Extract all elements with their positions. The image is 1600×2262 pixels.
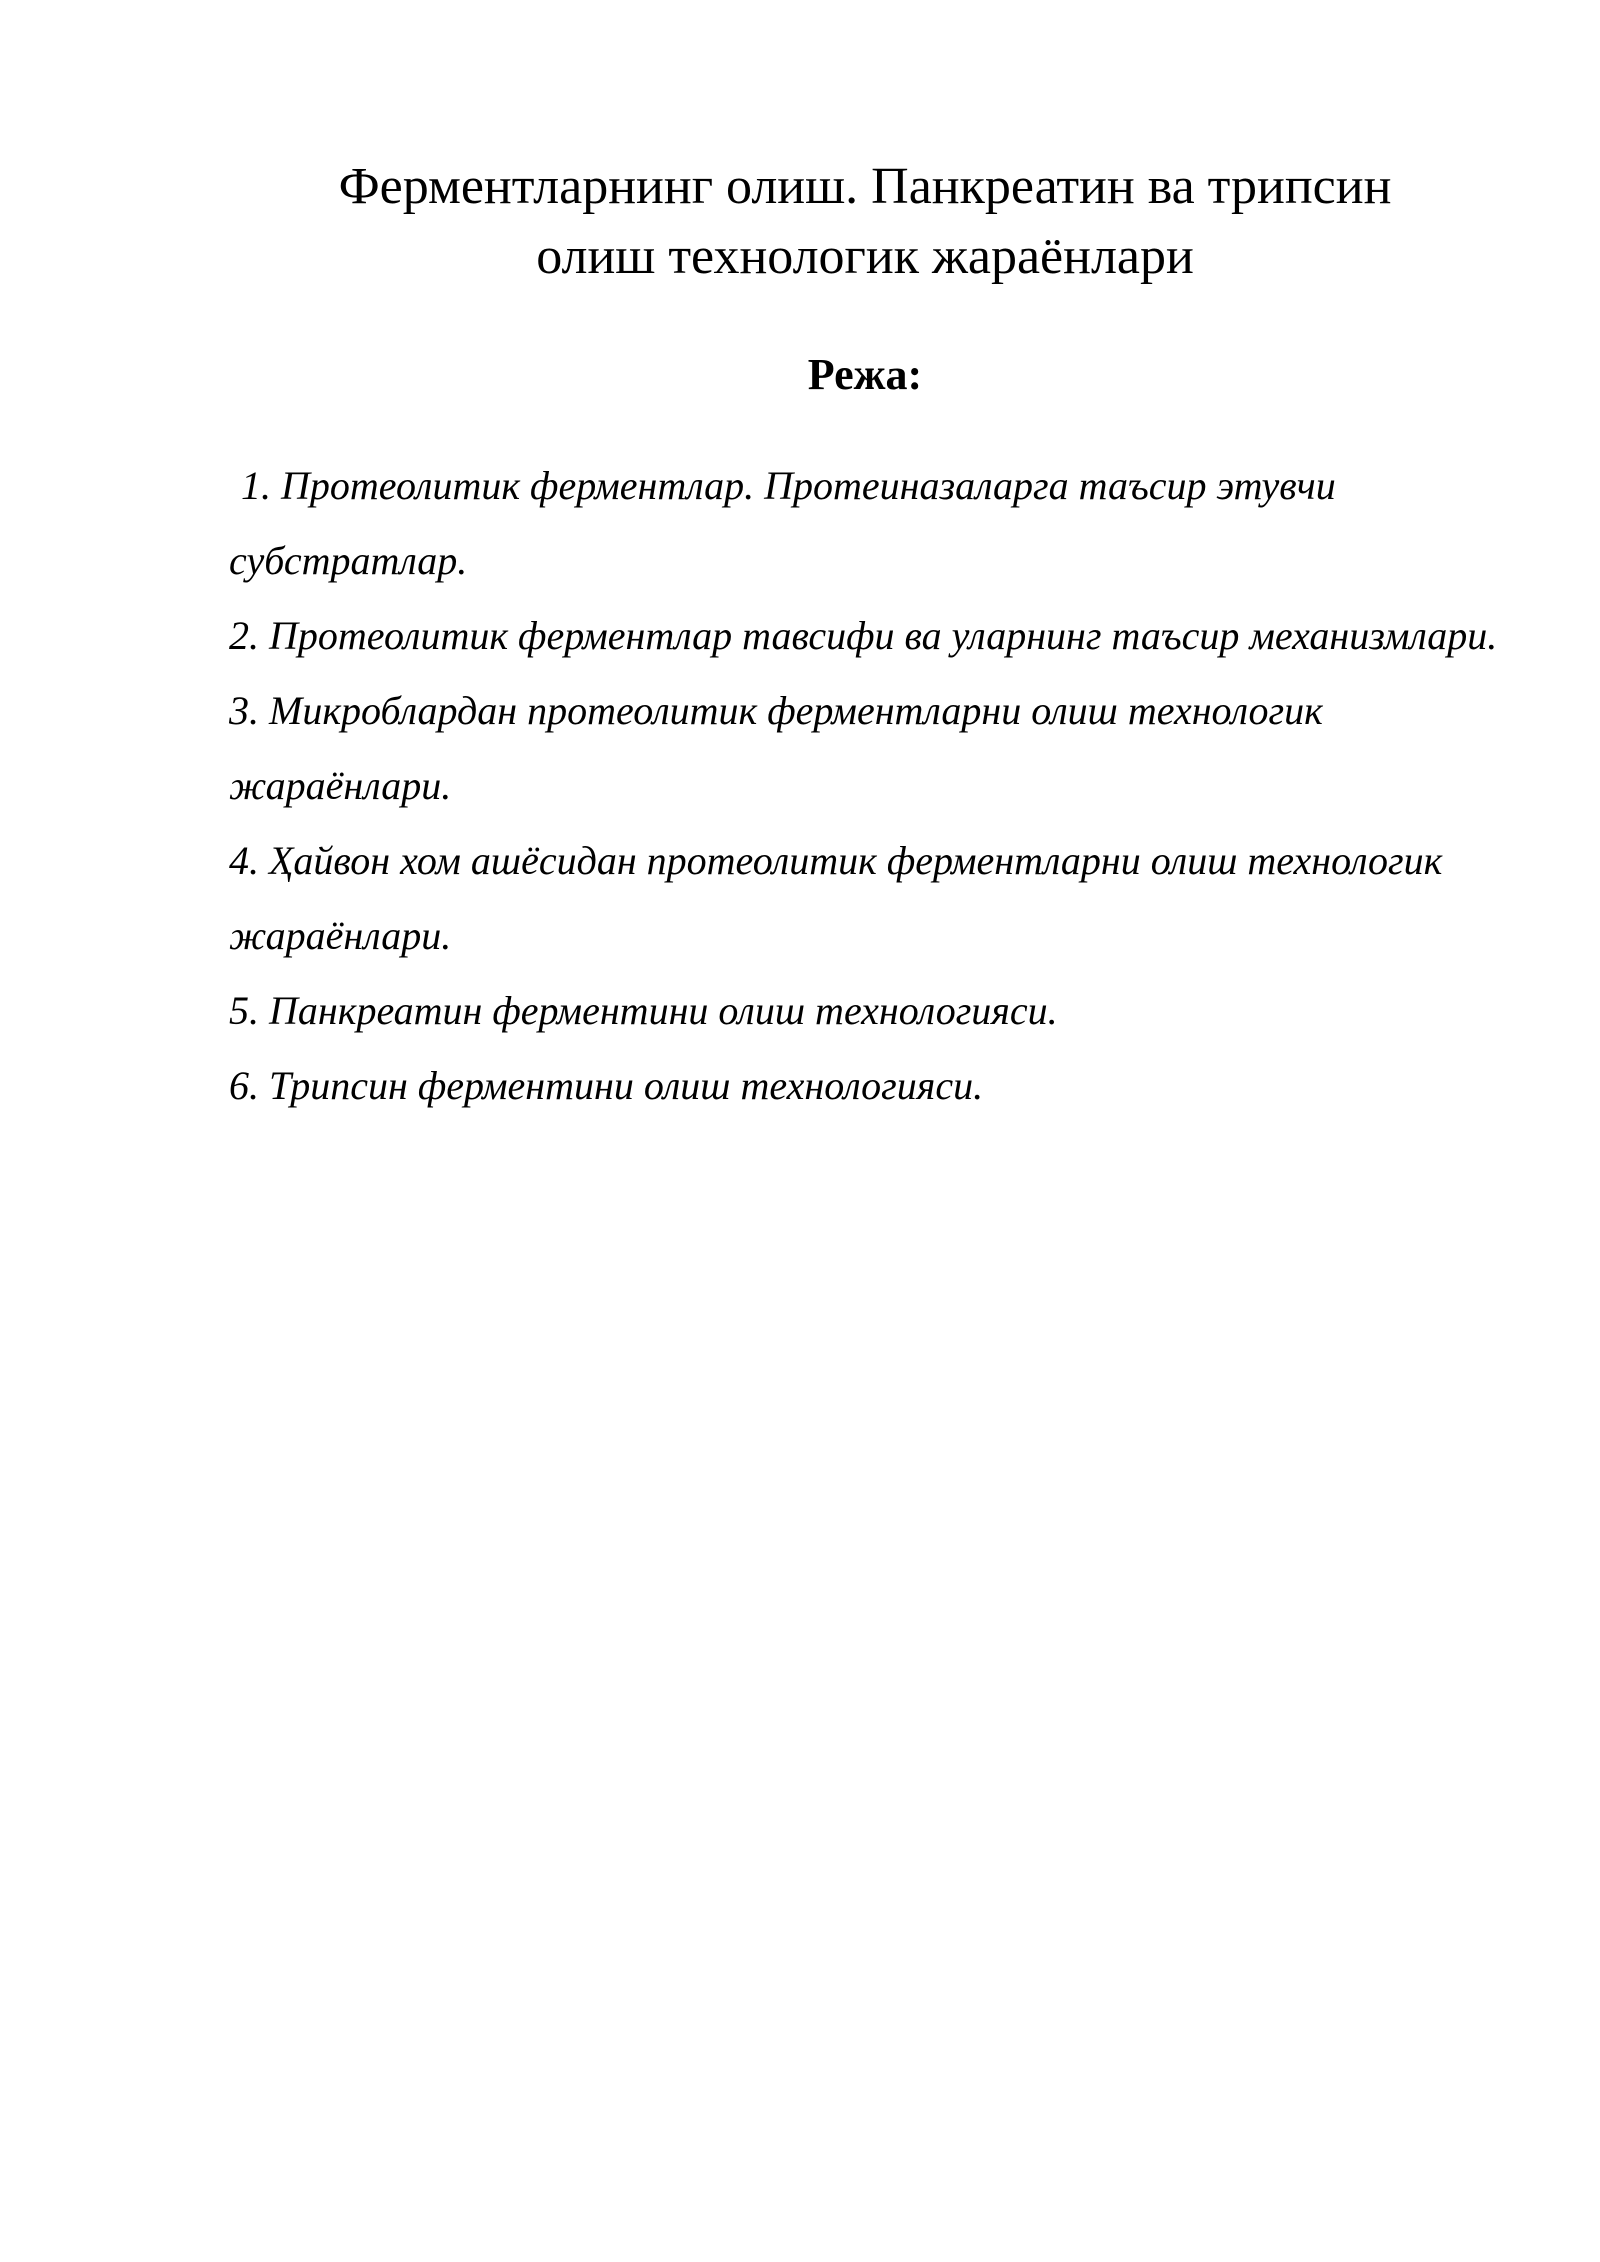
document-title: [180, 152, 1550, 292]
plan-item-2: 2. Протеолитик ферментлар тавсифи ва уларнинг таъсир механизмлари.: [229, 613, 1498, 658]
document-title-line-2: олиш технологик жараёнлари: [536, 228, 1194, 285]
plan-item-5: 5. Панкреатин ферментини олиш технологияси.: [229, 988, 1058, 1033]
plan-heading: Режа:: [807, 350, 923, 399]
document-title-line-1: Ферментларнинг олиш. Панкреатин ва трипсин: [338, 158, 1392, 215]
plan-item-1: 1. Протеолитик ферментлар. Протеиназаларга таъсир этувчи субстратлар.: [229, 463, 1336, 583]
plan-item-4: 4. Ҳайвон хом ашёсидан протеолитик ферментларни олиш технологик жараёнлари.: [229, 838, 1443, 958]
plan-item-3: 3. Микроблардан протеолитик ферментларни олиш технологик жараёнлари.: [229, 688, 1323, 808]
plan-list: [229, 448, 1499, 1123]
plan-item-6: 6. Трипсин ферментини олиш технологияси.: [229, 1063, 984, 1108]
